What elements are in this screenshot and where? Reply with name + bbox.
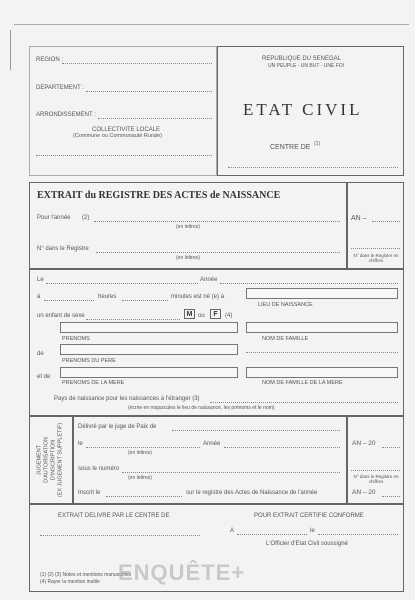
registre-letters: (en lettres) [176, 255, 200, 261]
year-letters: (en lettres) [176, 224, 200, 230]
an-field[interactable] [372, 221, 400, 222]
prenoms-box[interactable] [60, 322, 238, 333]
numero-field[interactable] [122, 472, 340, 473]
enfant-label: un enfant de sexe [37, 313, 85, 319]
motto-text: UN PEUPLE - UN BUT - UNE FOI [268, 63, 345, 69]
side-line-2: D'AUTORISATION [43, 437, 50, 483]
birth-hours-field[interactable] [44, 300, 94, 301]
centre-label: CENTRE DE [270, 144, 311, 151]
pays-field[interactable] [210, 402, 398, 403]
birth-place-label: LIEU DE NAISSANCE [258, 302, 313, 308]
region-label: REGION : [36, 57, 64, 63]
region-field[interactable] [62, 63, 212, 64]
jug-le-label: le [78, 441, 83, 447]
birth-le-label: Le [37, 277, 44, 283]
watermark-logo: ENQUÊTE+ [118, 560, 246, 585]
extrait-title: EXTRAIT du REGISTRE DES ACTES de NAISSANCE [37, 190, 281, 201]
prenoms-label: PRENOMS [62, 336, 90, 342]
side-line-3: D'INSCRIPTION [51, 439, 57, 481]
sex-f-box[interactable]: F [210, 309, 221, 319]
birth-a-label: à [37, 294, 41, 300]
sex-m-box[interactable]: M [184, 309, 195, 319]
sex-note: (4) [225, 313, 233, 319]
footer-a-label: A [230, 528, 235, 534]
numero-label: sous le numéro [78, 466, 120, 472]
jug-an-field-2[interactable] [382, 496, 400, 497]
delivre-field[interactable] [172, 430, 340, 431]
jug-year-field[interactable] [224, 447, 340, 448]
pour-extrait-label: POUR EXTRAIT CERTIFIE CONFORME [254, 513, 364, 519]
prenoms-mere-label: PRENOMS DE LA MERE [62, 380, 125, 386]
etat-civil-title: ETAT CIVIL [243, 100, 363, 119]
nom-mere-box[interactable] [246, 367, 398, 378]
left-edge-line [10, 30, 11, 70]
nom-famille-box[interactable] [246, 322, 398, 333]
registre-chiffres-label: N° dans le Registre en chiffres [353, 253, 399, 264]
birth-year-field[interactable] [220, 283, 398, 284]
departement-label: DEPARTEMENT : [36, 85, 85, 91]
footer-notes-2: (4) Rayer la mention inutile [40, 579, 100, 585]
nom-famille-label: NOM DE FAMILLE [262, 336, 309, 342]
mere-de-label: et de [37, 374, 51, 380]
top-edge-line [14, 24, 409, 25]
birth-date-field[interactable] [46, 283, 198, 284]
enfant-field[interactable] [86, 319, 180, 320]
birth-minutes-field[interactable] [122, 300, 168, 301]
extrait-delivre-field[interactable] [40, 535, 200, 536]
departement-field[interactable] [86, 91, 212, 92]
jug-annee-label: Année [203, 441, 221, 447]
jug-an-label-1: AN – 20 [352, 440, 376, 447]
year-field[interactable] [94, 221, 340, 222]
nom-mere-label: NOM DE FAMILLE DE LA MERE [262, 380, 343, 386]
jug-an-field-1[interactable] [382, 447, 400, 448]
prenoms-pere-box[interactable] [60, 344, 238, 355]
pays-note: (écrire en majuscules le lieu de naissance, les prénoms et le nom) [128, 405, 275, 411]
registre-chiffres-field[interactable] [351, 248, 400, 249]
footer-date-field[interactable] [318, 534, 398, 535]
jug-an-label-2: AN – 20 [352, 489, 376, 496]
pere-de-label: de [37, 351, 44, 357]
prenoms-pere-label: PRENOMS DU PERE [62, 358, 116, 364]
delivre-label: Délivré par le juge de Paix de [78, 424, 157, 430]
arrondissement-field[interactable] [98, 118, 212, 119]
collectivite-sub: (Commune ou Communauté Rurale) [73, 133, 162, 139]
centre-note: (1) [314, 141, 321, 147]
year-note: (2) [82, 215, 90, 221]
sex-ou-label: ou [198, 313, 205, 319]
officier-label: L'Officier d'Etat Civil soussigné [266, 541, 348, 547]
collectivite-field[interactable] [36, 155, 212, 156]
jug-date-field[interactable] [86, 447, 200, 448]
side-line-1: JUGEMENT [36, 444, 43, 476]
jug-registre-chiffres: N° dans le Registre en chiffres [353, 474, 399, 485]
jugement-side-label [37, 423, 66, 497]
inscrit-registre-label: sur le registre des Actes de Naissance de l'année [186, 490, 318, 496]
footer-notes-1: (1) (2) (3) Notes et mentions manuscrites [40, 572, 132, 578]
birth-heures-label: heures [98, 294, 117, 300]
republic-text: REPUBLIQUE DU SENEGAL [262, 56, 342, 62]
jug-letters-2: (en lettres) [128, 475, 152, 481]
jug-letters-1: (en lettres) [128, 450, 152, 456]
extrait-delivre-label: EXTRAIT DELIVRE PAR LE CENTRE DE [58, 513, 170, 519]
centre-field[interactable] [228, 167, 398, 168]
pays-label: Pays de naissance pour les naissances à l'étranger (3) [54, 396, 200, 402]
jug-registre-field[interactable] [351, 470, 400, 471]
header-left-box [29, 46, 217, 176]
registre-field[interactable] [96, 252, 340, 253]
year-label: Pour l'année [37, 215, 71, 221]
inscrit-label: Inscrit le [78, 490, 101, 496]
prenoms-mere-box[interactable] [60, 367, 238, 378]
footer-place-field[interactable] [237, 534, 307, 535]
registre-label: N° dans le Registre [37, 246, 89, 252]
side-line-4: (EX JUGEMENT SUPPLETIF) [58, 422, 65, 498]
inscrit-field[interactable] [106, 496, 182, 497]
arrondissement-label: ARRONDISSEMENT : [36, 112, 96, 118]
birth-annee-label: Année [200, 277, 218, 283]
birth-place-box[interactable] [246, 288, 398, 299]
an-label: AN – [351, 215, 367, 222]
pere-nom-field[interactable] [246, 352, 398, 353]
collectivite-label: COLLECTIVITE LOCALE [92, 127, 161, 133]
birth-minutes-label: minutes est né (e) à [171, 294, 225, 300]
footer-le-label: le [310, 528, 315, 534]
